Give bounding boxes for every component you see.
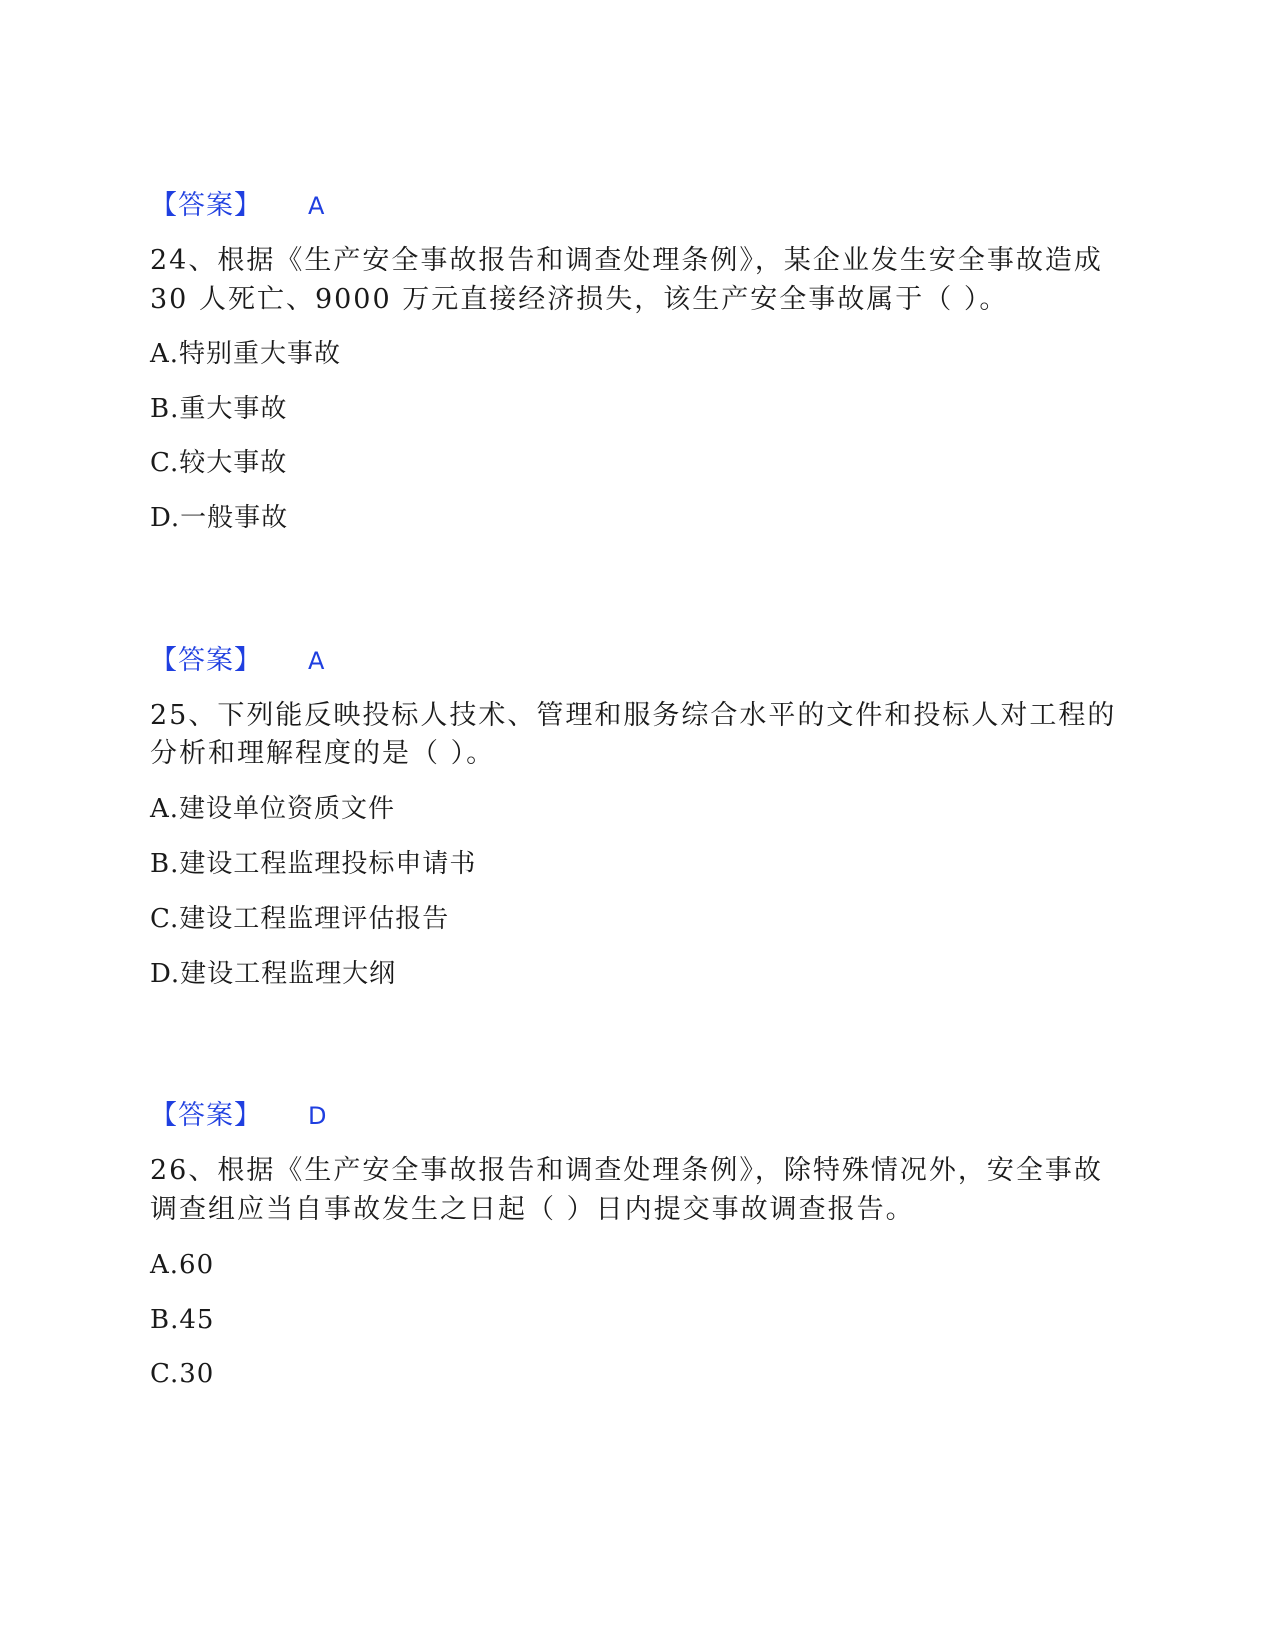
option-a: A.特别重大事故 (150, 339, 342, 369)
question-text: 24、根据《生产安全事故报告和调查处理条例》，某企业发生安全事故造成 (150, 245, 1103, 276)
answer-value: A (308, 647, 326, 675)
option-b: B.重大事故 (150, 394, 288, 424)
option-d: D.建设工程监理大纲 (150, 959, 397, 989)
question-text: 25、下列能反映投标人技术、管理和服务综合水平的文件和投标人对工程的 (150, 700, 1117, 731)
option-b: B.45 (150, 1305, 215, 1335)
answer-label: 【答案】 (150, 645, 262, 676)
option-a: A.60 (150, 1250, 215, 1280)
option-c: C.30 (150, 1359, 215, 1389)
option-c: C.建设工程监理评估报告 (150, 904, 450, 934)
answer-line (150, 645, 326, 677)
question-text: 调查组应当自事故发生之日起（ ）日内提交事故调查报告。 (150, 1194, 915, 1225)
option-a: A.建设单位资质文件 (150, 794, 396, 824)
question-text: 26、根据《生产安全事故报告和调查处理条例》，除特殊情况外，安全事故 (150, 1155, 1103, 1186)
answer-value: D (308, 1102, 328, 1130)
answer-label: 【答案】 (150, 190, 262, 221)
answer-line (150, 1100, 328, 1132)
option-b: B.建设工程监理投标申请书 (150, 849, 477, 879)
answer-line (150, 190, 326, 222)
question-text: 分析和理解程度的是（ ）。 (150, 738, 496, 769)
option-c: C.较大事故 (150, 448, 288, 478)
option-d: D.一般事故 (150, 503, 289, 533)
answer-value: A (308, 192, 326, 220)
question-text: 30 人死亡、9000 万元直接经济损失，该生产安全事故属于（ ）。 (150, 284, 1009, 315)
answer-label: 【答案】 (150, 1100, 262, 1131)
